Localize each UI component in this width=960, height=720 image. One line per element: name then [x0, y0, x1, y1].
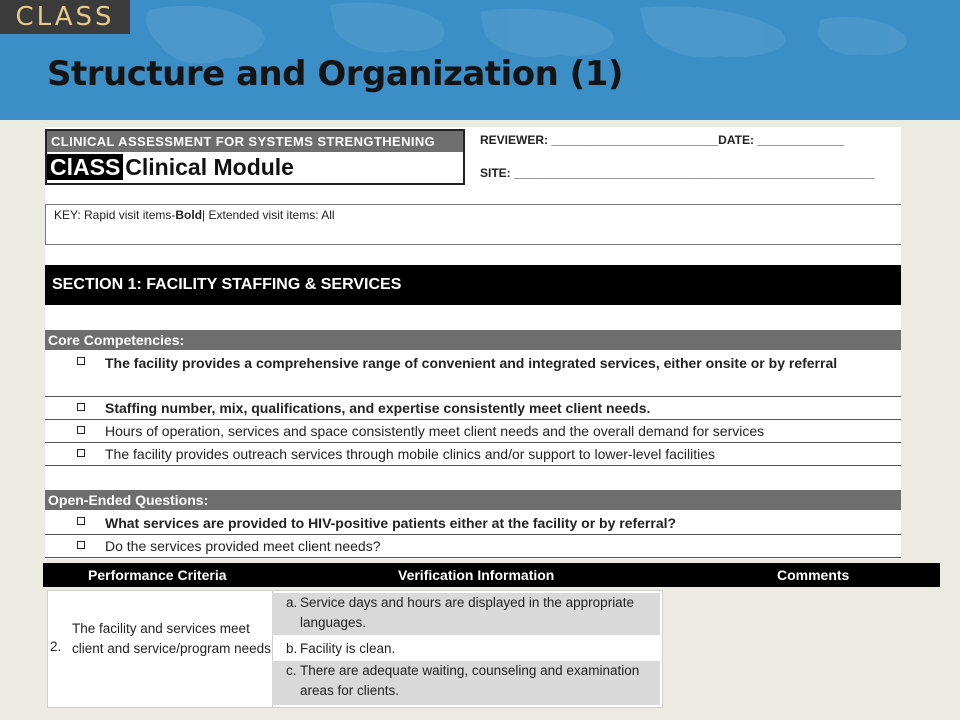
key-box	[45, 204, 901, 245]
verification-item-label: b.	[286, 641, 298, 656]
checklist-item	[45, 535, 901, 558]
checklist-item	[45, 351, 901, 397]
verification-item	[272, 593, 660, 635]
verification-item-text: Facility is clean.	[300, 641, 396, 656]
checklist-item	[45, 511, 901, 535]
verification-item-text: There are adequate waiting, counseling and examination areas for clients.	[300, 663, 640, 698]
key-suffix: | Extended visit items: All	[202, 208, 335, 222]
form-sheet	[45, 127, 901, 559]
checklist-item-text: What services are provided to HIV-positive patients either at the facility or by referral?	[105, 515, 677, 531]
module-name	[47, 152, 463, 183]
verification-item	[272, 639, 660, 659]
core-competencies-heading: Core Competencies:	[45, 330, 901, 350]
module-title-box	[45, 129, 465, 185]
verification-item-label: c.	[286, 663, 297, 678]
performance-criteria-text: The facility and services meet client and service/program needs	[72, 621, 271, 656]
module-subtitle: CLINICAL ASSESSMENT FOR SYSTEMS STRENGTHENING	[47, 131, 463, 152]
checkbox-icon[interactable]	[77, 541, 85, 549]
key-bold-word: Bold	[175, 208, 203, 222]
criteria-row-number: 2.	[50, 639, 62, 654]
reviewer-date-line: REVIEWER: _________________________DATE: _____________	[480, 133, 845, 147]
checklist-item-text: Do the services provided meet client needs?	[105, 538, 381, 554]
key-prefix: KEY: Rapid visit items-	[54, 208, 176, 222]
checkbox-icon[interactable]	[77, 426, 85, 434]
verification-item	[272, 661, 660, 705]
checklist-item-text: Staffing number, mix, qualifications, and expertise consistently meet client needs.	[105, 400, 651, 416]
open-ended-questions-heading: Open-Ended Questions:	[45, 490, 901, 510]
criteria-table	[47, 590, 663, 708]
module-brand: ClASS	[47, 154, 123, 180]
checkbox-icon[interactable]	[77, 517, 85, 525]
site-line: SITE: ______________________________________________________	[480, 166, 875, 180]
page-title: Structure and Organization (1)	[47, 54, 623, 94]
column-header-comments: Comments	[777, 567, 850, 583]
verification-item-text: Service days and hours are displayed in the appropriate languages.	[300, 595, 634, 630]
checklist-item	[45, 443, 901, 466]
verification-item-label: a.	[286, 595, 298, 610]
module-label: Clinical Module	[125, 154, 294, 180]
checklist-item-text: The facility provides a comprehensive range of convenient and integrated services, either onsite or by referral	[105, 355, 838, 371]
checklist-item	[45, 420, 901, 443]
header-band	[0, 0, 960, 120]
table-header	[43, 563, 940, 587]
column-header-performance-criteria: Performance Criteria	[88, 567, 227, 583]
core-competencies-list	[45, 351, 901, 466]
checklist-item	[45, 397, 901, 420]
section-title: SECTION 1: FACILITY STAFFING & SERVICES	[45, 265, 901, 305]
checklist-item-text: The facility provides outreach services through mobile clinics and/or support to lower-level facilities	[105, 446, 716, 462]
checklist-item-text: Hours of operation, services and space consistently meet client needs and the overall demand for services	[105, 423, 765, 439]
checkbox-icon[interactable]	[77, 357, 85, 365]
column-header-verification-information: Verification Information	[398, 567, 555, 583]
open-ended-questions-list	[45, 511, 901, 558]
class-logo: CLASS	[0, 0, 130, 34]
checkbox-icon[interactable]	[77, 403, 85, 411]
checkbox-icon[interactable]	[77, 449, 85, 457]
